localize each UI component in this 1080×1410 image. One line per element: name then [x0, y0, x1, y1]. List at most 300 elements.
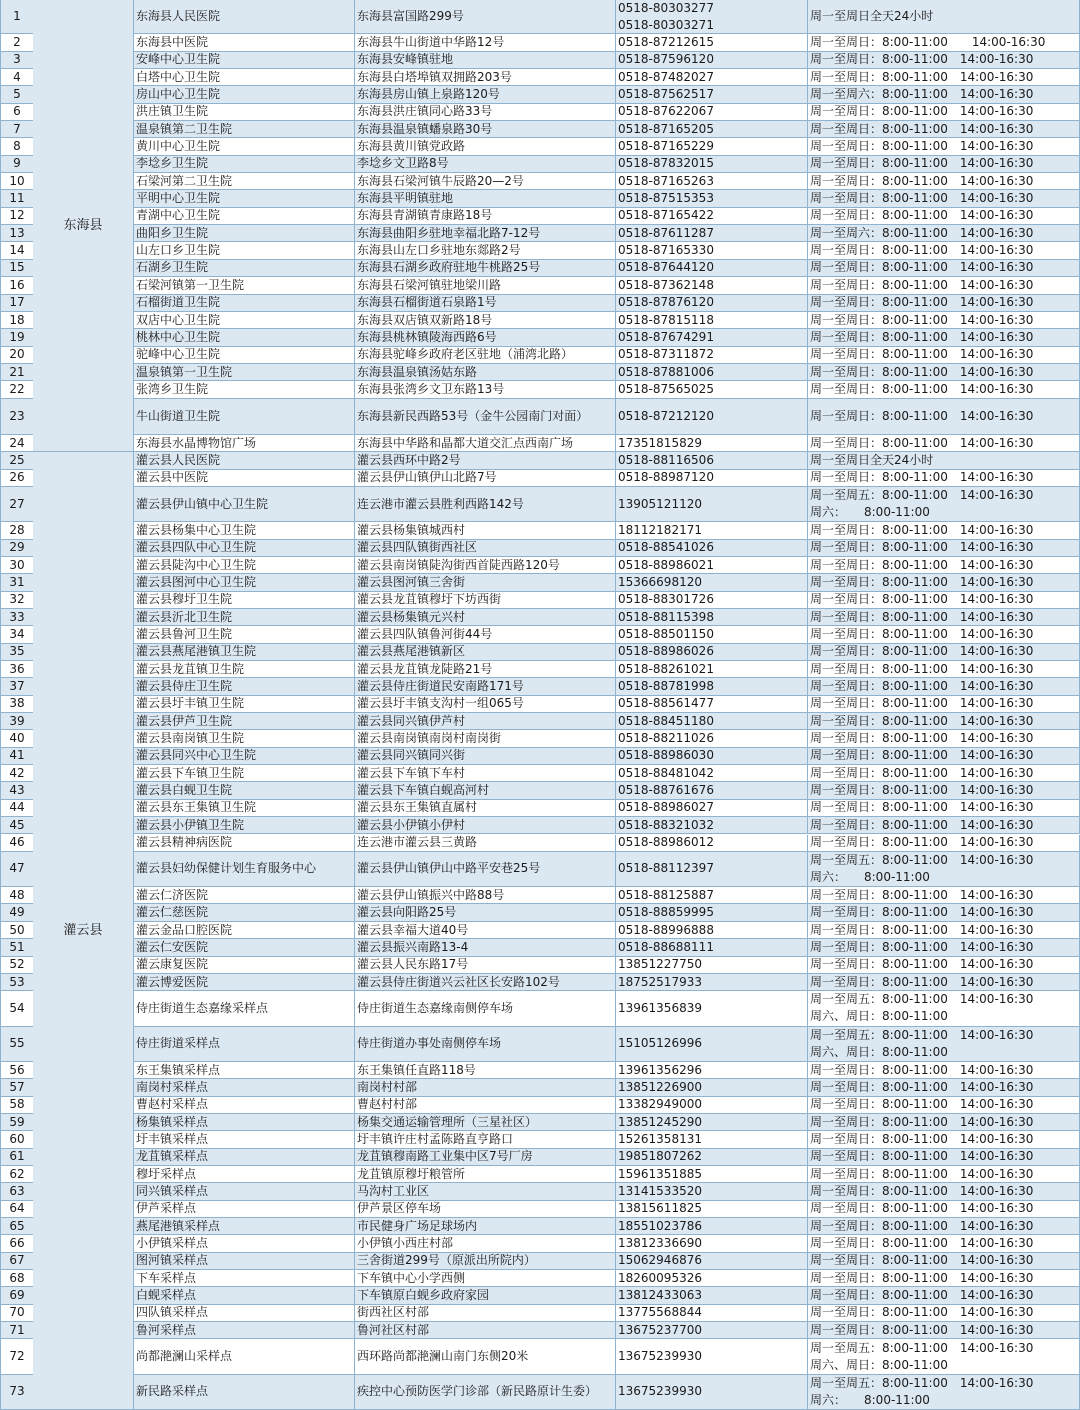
- facility-address-text: 东海县安峰镇驻地: [357, 52, 454, 67]
- row-number: 34: [1, 626, 34, 643]
- phone-number: 0518-88859995: [618, 905, 714, 920]
- service-hours-line: 周一至周日：8:00-11:00 14:00-16:30: [810, 1218, 1034, 1233]
- row-number: 62: [1, 1166, 34, 1183]
- facility-phone: [616, 713, 808, 730]
- row-number: 27: [1, 487, 34, 522]
- facility-address-text: 东海县温泉镇蟠泉路30号: [357, 121, 493, 136]
- service-hours: [808, 887, 1080, 904]
- facility-phone: [616, 86, 808, 103]
- phone-number: 0518-88986027: [618, 800, 714, 815]
- facility-name-text: 灌云金品口腔医院: [136, 922, 233, 937]
- row-number: 59: [1, 1114, 34, 1131]
- service-hours-line: 周一至周日：8:00-11:00 14:00-16:30: [810, 1149, 1034, 1164]
- facility-phone: [616, 1079, 808, 1096]
- facility-name-text: 灌云康复医院: [136, 957, 209, 972]
- row-number: 57: [1, 1079, 34, 1096]
- service-hours-line: 周一至周日：8:00-11:00 14:00-16:30: [810, 104, 1034, 119]
- facility-address-text: 灌云县杨集镇元兴村: [357, 609, 466, 624]
- facility-address: [355, 782, 616, 799]
- phone-number: 0518-87881006: [618, 364, 714, 379]
- phone-number: 0518-88501150: [618, 627, 714, 641]
- facility-name: [134, 730, 355, 747]
- service-hours-line: 周一至周日全天24小时: [810, 452, 934, 467]
- phone-number: 13851226900: [618, 1079, 702, 1094]
- phone-number: 0518-88996888: [618, 922, 714, 937]
- facility-address-text: 灌云县侍庄街道兴云社区长安路102号: [357, 974, 560, 989]
- facility-address-text: 西环路尚都滟澜山南门东侧20米: [357, 1349, 529, 1364]
- facility-name-text: 穆圩采样点: [136, 1166, 197, 1181]
- service-hours: [808, 277, 1080, 294]
- phone-number: 18260095326: [618, 1270, 702, 1285]
- facility-address: [355, 1079, 616, 1096]
- service-hours-line: 周一至周日：8:00-11:00 14:00-16:30: [810, 765, 1034, 780]
- facility-address-text: 灌云县幸福大道40号: [357, 922, 469, 937]
- facility-address: [355, 156, 616, 173]
- row-number: 66: [1, 1235, 34, 1252]
- row-number: 42: [1, 765, 34, 782]
- service-hours-line: 周一至周日：8:00-11:00 14:00-16:30: [810, 696, 1034, 711]
- facility-address-text: 灌云县四队镇街西社区: [357, 540, 478, 555]
- service-hours-line: 周一至周日：8:00-11:00 14:00-16:30: [810, 627, 1034, 641]
- service-hours: [808, 1305, 1080, 1322]
- service-hours: [808, 190, 1080, 207]
- phone-number: 13141533520: [618, 1183, 702, 1198]
- facility-name: [134, 800, 355, 817]
- phone-number: 0518-87674291: [618, 329, 714, 344]
- facility-name-text: 龙苴镇采样点: [136, 1149, 209, 1164]
- service-hours: [808, 991, 1080, 1026]
- service-hours-line: 周一至周日：8:00-11:00 14:00-16:30: [810, 1079, 1034, 1094]
- facility-address: [355, 52, 616, 69]
- facility-phone: [616, 1201, 808, 1218]
- phone-number: 13775568844: [618, 1305, 702, 1320]
- service-hours-line: 周六： 8:00-11:00: [810, 505, 930, 520]
- facility-name: [134, 329, 355, 346]
- facility-name-text: 侍庄街道采样点: [136, 1036, 221, 1051]
- facility-name-text: 东王集镇采样点: [136, 1062, 221, 1077]
- phone-number: 0518-88301726: [618, 592, 714, 607]
- facility-address-text: 疾控中心预防医学门诊部（新民路原计生委）: [357, 1384, 598, 1399]
- row-number: 67: [1, 1253, 34, 1270]
- row-number: 43: [1, 782, 34, 799]
- facility-phone: [616, 52, 808, 69]
- facility-name-text: 图河镇采样点: [136, 1253, 209, 1268]
- service-hours-line: 周一至周日：8:00-11:00 14:00-16:30: [810, 592, 1034, 607]
- service-hours-line: 周一至周日：8:00-11:00 14:00-16:30: [810, 435, 1034, 450]
- facility-name: [134, 138, 355, 155]
- row-number: 14: [1, 242, 34, 259]
- facility-address-text: 伊芦景区停车场: [357, 1201, 442, 1216]
- row-number: 7: [1, 121, 34, 138]
- phone-number: 13382949000: [618, 1097, 702, 1112]
- service-hours: [808, 260, 1080, 277]
- row-number: 8: [1, 138, 34, 155]
- service-hours: [808, 52, 1080, 69]
- facility-name-text: 杨集镇采样点: [136, 1114, 209, 1129]
- facility-phone: [616, 800, 808, 817]
- facility-address-text: 连云港市灌云县三黄路: [357, 835, 478, 850]
- service-hours: [808, 1201, 1080, 1218]
- service-hours-line: 周一至周日：8:00-11:00 14:00-16:30: [810, 312, 1034, 327]
- service-hours-line: 周一至周日：8:00-11:00 14:00-16:30: [810, 1253, 1034, 1268]
- service-hours: [808, 800, 1080, 817]
- facility-phone: [616, 1305, 808, 1322]
- facility-name: [134, 1322, 355, 1339]
- facility-address: [355, 678, 616, 695]
- facility-address-text: 东海县白塔埠镇双拥路203号: [357, 69, 512, 84]
- service-hours: [808, 835, 1080, 852]
- facility-phone: [616, 644, 808, 661]
- phone-number: 0518-88125887: [618, 887, 714, 902]
- facility-phone: [616, 138, 808, 155]
- facility-name: [134, 208, 355, 225]
- row-number: 35: [1, 644, 34, 661]
- service-hours: [808, 225, 1080, 242]
- row-number: 22: [1, 381, 34, 398]
- facility-name: [134, 1131, 355, 1148]
- service-hours-line: 周一至周日：8:00-11:00 14:00-16:30: [810, 887, 1034, 902]
- service-hours: [808, 817, 1080, 834]
- facility-name: [134, 540, 355, 557]
- facility-name: [134, 557, 355, 574]
- row-number: 4: [1, 69, 34, 86]
- facility-address-text: 东海县新民西路53号（金牛公园南门对面）: [357, 408, 589, 423]
- facility-name-text: 灌云县同兴中心卫生院: [136, 748, 257, 763]
- facility-address: [355, 522, 616, 539]
- facility-address-text: 东海县房山镇上泉路120号: [357, 87, 500, 101]
- facility-address: [355, 381, 616, 398]
- service-hours-line: 周一至周日：8:00-11:00 14:00-16:30: [810, 329, 1034, 344]
- service-hours: [808, 1253, 1080, 1270]
- facility-phone: [616, 557, 808, 574]
- facility-name-text: 灌云县燕尾港镇卫生院: [136, 644, 257, 659]
- row-number: 29: [1, 540, 34, 557]
- facility-phone: [616, 399, 808, 435]
- service-hours-line: 周一至周日：8:00-11:00 14:00-16:30: [810, 1097, 1034, 1112]
- row-number: 23: [1, 399, 34, 435]
- facility-name: [134, 364, 355, 381]
- service-hours-line: 周一至周日：8:00-11:00 14:00-16:30: [810, 260, 1034, 275]
- row-number: 63: [1, 1183, 34, 1200]
- phone-number: 0518-88451180: [618, 713, 714, 728]
- service-hours: [808, 1166, 1080, 1183]
- facility-name-text: 同兴镇采样点: [136, 1183, 209, 1198]
- facility-phone: [616, 626, 808, 643]
- facility-address: [355, 904, 616, 921]
- facility-address-text: 灌云县南岗镇南岗村南岗街: [357, 731, 502, 746]
- facility-address: [355, 1287, 616, 1304]
- service-hours: [808, 173, 1080, 190]
- facility-address: [355, 1027, 616, 1062]
- facility-name-text: 安峰中心卫生院: [136, 52, 221, 67]
- service-hours: [808, 364, 1080, 381]
- facility-address-text: 南岗村村部: [357, 1079, 418, 1094]
- facility-name-text: 山左口乡卫生院: [136, 243, 221, 258]
- facility-address-text: 龙苴镇原穆圩粮管所: [357, 1166, 466, 1181]
- facility-address-text: 灌云县伊山镇振兴中路88号: [357, 887, 505, 902]
- service-hours: [808, 329, 1080, 346]
- service-hours: [808, 713, 1080, 730]
- phone-number: 13851227750: [618, 957, 702, 972]
- facility-address-text: 东海县牛山街道中华路12号: [357, 34, 505, 49]
- service-hours-line: 周一至周日：8:00-11:00 14:00-16:30: [810, 661, 1034, 676]
- facility-name: [134, 312, 355, 329]
- facility-name-text: 灌云县下车镇卫生院: [136, 765, 245, 780]
- facility-address: [355, 887, 616, 904]
- phone-number: 15261358131: [618, 1131, 702, 1146]
- facility-address-text: 曹赵村村部: [357, 1097, 418, 1112]
- facility-address-text: 东海县石榴街道石泉路1号: [357, 295, 497, 310]
- row-number: 65: [1, 1218, 34, 1235]
- service-hours-line: 周一至周日：8:00-11:00 14:00-16:30: [810, 609, 1034, 624]
- service-hours: [808, 381, 1080, 398]
- facility-name-text: 驼峰中心卫生院: [136, 347, 221, 362]
- service-hours-line: 周一至周五：8:00-11:00 14:00-16:30: [810, 852, 1034, 867]
- phone-number: 15366698120: [618, 574, 702, 589]
- phone-number: 0518-87212615: [618, 34, 714, 49]
- service-hours: [808, 399, 1080, 435]
- facility-address-text: 东海县石梁河镇牛辰路20—2号: [357, 173, 524, 188]
- facility-address-text: 三舍街道299号（原派出所院内）: [357, 1253, 536, 1268]
- facility-name-text: 石榴街道卫生院: [136, 295, 221, 310]
- facility-address: [355, 644, 616, 661]
- row-number: 37: [1, 678, 34, 695]
- service-hours: [808, 1322, 1080, 1339]
- facility-name: [134, 765, 355, 782]
- facility-name: [134, 1339, 355, 1374]
- service-hours: [808, 522, 1080, 539]
- facility-name: [134, 609, 355, 626]
- service-hours: [808, 470, 1080, 487]
- facility-address: [355, 104, 616, 121]
- phone-number: 0518-87165422: [618, 208, 714, 223]
- facility-address-text: 东海县驼峰乡政府老区驻地（浦湾北路）: [357, 347, 574, 362]
- service-hours-line: 周一至周日：8:00-11:00 14:00-16:30: [810, 408, 1034, 423]
- row-number: 44: [1, 800, 34, 817]
- phone-number: 0518-88688111: [618, 939, 714, 954]
- service-hours-line: 周一至周五：8:00-11:00 14:00-16:30: [810, 1340, 1034, 1355]
- facility-name: [134, 381, 355, 398]
- facility-name: [134, 522, 355, 539]
- facility-address-text: 街西社区村部: [357, 1305, 430, 1320]
- row-number: 6: [1, 104, 34, 121]
- facility-address: [355, 452, 616, 469]
- facility-address: [355, 609, 616, 626]
- phone-number: 13812433063: [618, 1288, 702, 1303]
- phone-number: 0518-88211026: [618, 731, 714, 746]
- row-number: 50: [1, 922, 34, 939]
- facility-phone: [616, 1339, 808, 1374]
- facility-address: [355, 661, 616, 678]
- facility-name: [134, 156, 355, 173]
- facility-name-text: 双店中心卫生院: [136, 312, 221, 327]
- facility-address: [355, 557, 616, 574]
- service-hours-line: 周一至周日：8:00-11:00 14:00-16:30: [810, 1322, 1034, 1337]
- facility-address: [355, 487, 616, 522]
- facility-address-text: 灌云县同兴镇同兴街: [357, 748, 466, 763]
- facility-name-text: 灌云仁安医院: [136, 939, 209, 954]
- row-number: 36: [1, 661, 34, 678]
- service-hours-line: 周六、周日：8:00-11:00: [810, 1009, 948, 1024]
- facility-phone: [616, 104, 808, 121]
- facility-name: [134, 574, 355, 591]
- row-number: 54: [1, 991, 34, 1026]
- facility-name-text: 灌云博爱医院: [136, 974, 209, 989]
- facility-address-text: 灌云县东王集镇直属村: [357, 800, 478, 815]
- facility-name: [134, 52, 355, 69]
- facility-name-text: 灌云仁慈医院: [136, 905, 209, 920]
- service-hours-line: 周一至周日：8:00-11:00 14:00-16:30: [810, 1114, 1034, 1129]
- facility-address-text: 灌云县振兴南路13-4: [357, 939, 469, 954]
- facility-address-text: 灌云县下车镇下车村: [357, 765, 466, 780]
- facility-name: [134, 260, 355, 277]
- facility-name-text: 燕尾港镇采样点: [136, 1218, 221, 1233]
- facility-name-text: 小伊镇采样点: [136, 1235, 209, 1250]
- facility-name: [134, 295, 355, 312]
- service-hours-line: 周一至周日：8:00-11:00 14:00-16:30: [810, 522, 1034, 537]
- facility-name-text: 伊芦采样点: [136, 1201, 197, 1216]
- facility-address: [355, 713, 616, 730]
- facility-name: [134, 104, 355, 121]
- service-hours-line: 周一至周日：8:00-11:00 14:00-16:30: [810, 800, 1034, 815]
- facility-address: [355, 295, 616, 312]
- service-hours: [808, 295, 1080, 312]
- facility-name-text: 灌云县鲁河卫生院: [136, 627, 233, 641]
- facility-address: [355, 626, 616, 643]
- service-hours: [808, 557, 1080, 574]
- facility-name: [134, 1079, 355, 1096]
- facility-address-text: 灌云县伊山镇伊山北路7号: [357, 470, 497, 485]
- facility-name-text: 白蚬采样点: [136, 1288, 197, 1303]
- facility-address: [355, 399, 616, 435]
- facility-name: [134, 1027, 355, 1062]
- row-number: 49: [1, 904, 34, 921]
- facility-phone: [616, 817, 808, 834]
- row-number: 15: [1, 260, 34, 277]
- facility-name-text: 灌云县穆圩卫生院: [136, 592, 233, 607]
- facility-phone: [616, 522, 808, 539]
- facility-address: [355, 1322, 616, 1339]
- phone-number: 0518-88321032: [618, 817, 714, 832]
- facility-address: [355, 592, 616, 609]
- row-number: 5: [1, 86, 34, 103]
- facility-address: [355, 957, 616, 974]
- facility-address-text: 东海县中华路和晶都大道交汇点西南广场: [357, 435, 574, 450]
- row-number: 25: [1, 452, 34, 469]
- facility-name-text: 灌云县伊山镇中心卫生院: [136, 496, 269, 511]
- facility-phone: [616, 1253, 808, 1270]
- facility-name: [134, 644, 355, 661]
- service-hours: [808, 1062, 1080, 1079]
- phone-number: 0518-87482027: [618, 69, 714, 84]
- service-hours-line: 周一至周日：8:00-11:00 14:00-16:30: [810, 644, 1034, 659]
- service-hours-line: 周一至周日：8:00-11:00 14:00-16:30: [810, 139, 1034, 154]
- facility-phone: [616, 1218, 808, 1235]
- facility-name-text: 鲁河采样点: [136, 1322, 197, 1337]
- facility-name: [134, 1287, 355, 1304]
- service-hours: [808, 626, 1080, 643]
- facility-address: [355, 696, 616, 713]
- row-number: 13: [1, 225, 34, 242]
- facility-name-text: 石梁河镇第一卫生院: [136, 277, 245, 292]
- service-hours-line: 周一至周日：8:00-11:00 14:00-16:30: [810, 1235, 1034, 1250]
- facility-phone: [616, 329, 808, 346]
- facility-phone: [616, 1149, 808, 1166]
- facility-address-text: 灌云县四队镇鲁河街44号: [357, 627, 493, 641]
- row-number: 38: [1, 696, 34, 713]
- service-hours-line: 周一至周日：8:00-11:00 14:00-16:30: [810, 364, 1034, 379]
- facility-phone: [616, 765, 808, 782]
- facility-name-text: 灌云县陡沟中心卫生院: [136, 557, 257, 572]
- facility-phone: [616, 0, 808, 34]
- facility-address: [355, 1339, 616, 1374]
- phone-number: 0518-88261021: [618, 661, 714, 676]
- service-hours: [808, 1114, 1080, 1131]
- facility-name: [134, 1062, 355, 1079]
- facility-name-text: 灌云县小伊镇卫生院: [136, 817, 245, 832]
- facility-name: [134, 1183, 355, 1200]
- service-hours-line: 周一至周日：8:00-11:00 14:00-16:30: [810, 974, 1034, 989]
- service-hours: [808, 939, 1080, 956]
- facility-name-text: 桃林中心卫生院: [136, 329, 221, 344]
- phone-number: 0518-88986021: [618, 557, 714, 572]
- service-hours: [808, 156, 1080, 173]
- facility-address: [355, 329, 616, 346]
- service-hours: [808, 0, 1080, 34]
- facility-name: [134, 86, 355, 103]
- facility-name: [134, 1375, 355, 1410]
- county-name: 灌云县: [33, 452, 134, 1410]
- row-number: 46: [1, 835, 34, 852]
- service-hours: [808, 138, 1080, 155]
- service-hours: [808, 730, 1080, 747]
- phone-number: 15062946876: [618, 1253, 702, 1268]
- row-number: 17: [1, 295, 34, 312]
- facility-phone: [616, 609, 808, 626]
- facility-address: [355, 800, 616, 817]
- row-number: 72: [1, 1339, 34, 1374]
- facility-phone: [616, 435, 808, 452]
- service-hours: [808, 69, 1080, 86]
- service-hours: [808, 696, 1080, 713]
- facility-name-text: 南岗村采样点: [136, 1079, 209, 1094]
- facility-name: [134, 939, 355, 956]
- facility-phone: [616, 1270, 808, 1287]
- row-number: 68: [1, 1270, 34, 1287]
- phone-number: 13675239930: [618, 1349, 702, 1364]
- row-number: 47: [1, 852, 34, 887]
- service-hours: [808, 121, 1080, 138]
- phone-number: 0518-87165263: [618, 173, 714, 188]
- facility-address-text: 小伊镇小西庄村部: [357, 1235, 454, 1250]
- service-hours: [808, 904, 1080, 921]
- phone-number: 0518-88561477: [618, 696, 714, 711]
- row-number: 26: [1, 470, 34, 487]
- facility-name: [134, 225, 355, 242]
- row-number: 71: [1, 1322, 34, 1339]
- service-hours: [808, 678, 1080, 695]
- facility-address-text: 东海县洪庄镇同心路33号: [357, 104, 493, 119]
- facility-address-text: 东海县张湾乡文卫东路13号: [357, 381, 505, 396]
- facility-name-text: 灌云县中医院: [136, 470, 209, 485]
- facility-phone: [616, 1166, 808, 1183]
- service-hours-line: 周一至周日：8:00-11:00 14:00-16:30: [810, 540, 1034, 555]
- facility-address: [355, 69, 616, 86]
- service-hours-line: 周一至周日：8:00-11:00 14:00-16:30: [810, 817, 1034, 832]
- facility-address-text: 东海县平明镇驻地: [357, 191, 454, 206]
- facility-name: [134, 974, 355, 991]
- phone-number: 0518-88116506: [618, 452, 714, 467]
